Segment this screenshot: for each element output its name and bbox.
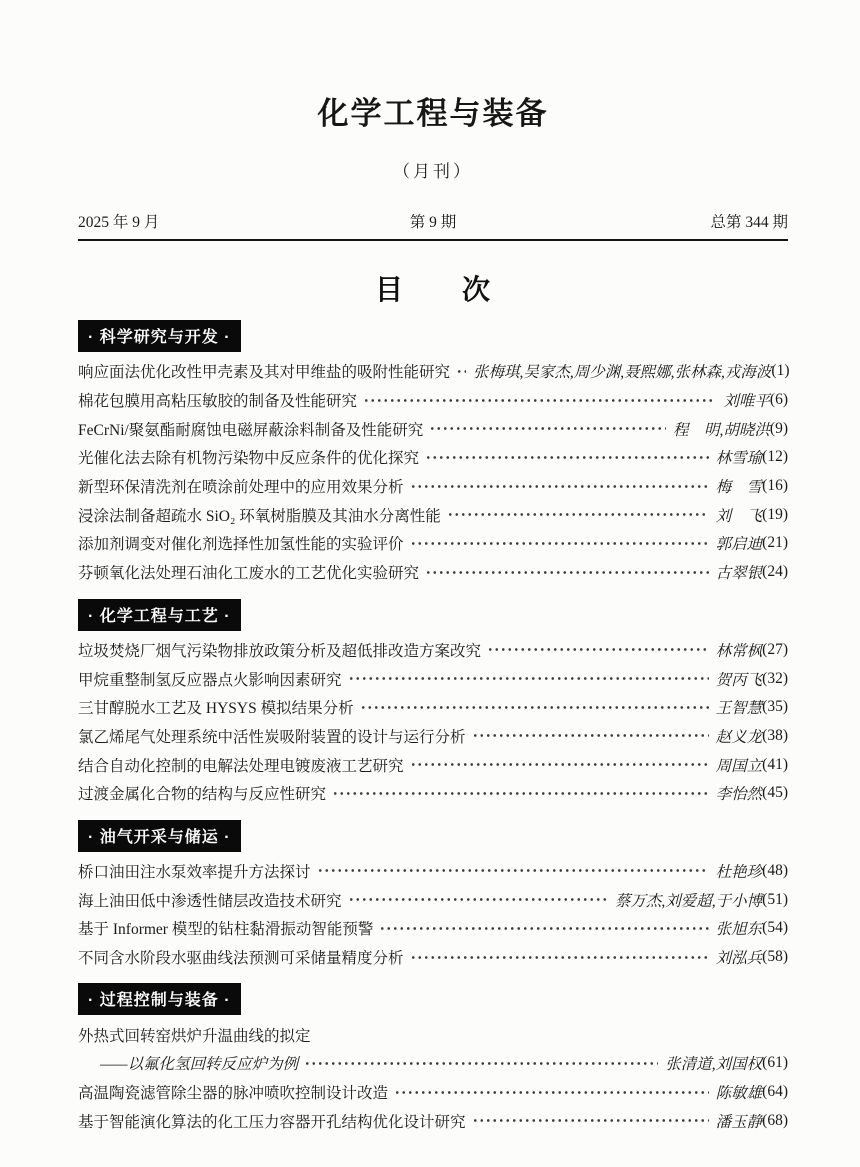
article-page: (58) xyxy=(762,948,788,966)
toc-entry-subtitle xyxy=(78,1049,788,1078)
dotted-leader xyxy=(456,368,466,375)
dotted-leader xyxy=(348,675,709,682)
dotted-leader xyxy=(410,540,709,547)
section-process-control xyxy=(78,983,788,1135)
journal-title: 化学工程与装备 xyxy=(317,96,549,131)
article-authors: 刘唯平 xyxy=(723,393,770,411)
toc-entry xyxy=(78,636,788,665)
article-title: 基于 Informer 模型的钻柱黏滑振动智能预警 xyxy=(78,921,374,939)
section-science-research xyxy=(78,320,788,587)
toc-entry xyxy=(78,357,788,386)
dotted-leader xyxy=(317,867,709,874)
article-page: (21) xyxy=(762,534,788,552)
article-authors: 杜艳珍 xyxy=(715,863,763,881)
article-page: (61) xyxy=(762,1054,788,1072)
article-title: 添加剂调变对催化剂选择性加氢性能的实验评价 xyxy=(78,536,404,554)
dotted-leader xyxy=(394,1089,709,1096)
article-page: (54) xyxy=(762,919,788,937)
article-authors: 李怡然 xyxy=(715,786,763,804)
dotted-leader xyxy=(332,790,709,797)
article-page: (6) xyxy=(769,391,788,409)
toc-entry xyxy=(78,472,788,501)
article-authors: 陈敏雄 xyxy=(715,1085,763,1103)
article-page: (64) xyxy=(762,1083,788,1101)
article-title: 新型环保清洗剂在喷涂前处理中的应用效果分析 xyxy=(78,479,404,497)
article-title: 结合自动化控制的电解法处理电镀废液工艺研究 xyxy=(78,757,404,775)
article-authors: 张梅琪,吴家杰,周少渊,聂熙娜,张林森,戎海波 xyxy=(473,364,772,382)
article-authors: 郭启迪 xyxy=(715,536,763,554)
toc-entry xyxy=(78,857,788,886)
toc-entry xyxy=(78,750,788,779)
article-title: 氯乙烯尾气处理系统中活性炭吸附装置的设计与运行分析 xyxy=(78,728,466,746)
dotted-leader xyxy=(348,896,608,903)
article-title: 浸涂法制备超疏水 SiO₂ 环氧树脂膜及其油水分离性能 xyxy=(78,507,441,525)
issue-number: 第 9 期 xyxy=(409,214,457,231)
article-authors: 潘玉静 xyxy=(715,1113,763,1131)
toc-entry xyxy=(78,943,788,972)
article-authors: 林常枫 xyxy=(715,642,763,660)
article-title: 响应面法优化改性甲壳素及其对甲维盐的吸附性能研究 xyxy=(78,364,451,382)
toc-entry xyxy=(78,693,788,722)
article-title: 海上油田低中渗透性储层改造技术研究 xyxy=(78,892,342,910)
article-title: 外热式回转窑烘炉升温曲线的拟定 xyxy=(78,1027,311,1045)
article-title: 棉花包膜用高粘压敏胶的制备及性能研究 xyxy=(78,393,358,411)
section-article-list xyxy=(78,636,788,808)
section-article-list xyxy=(78,357,788,587)
article-title: FeCrNi/聚氨酯耐腐蚀电磁屏蔽涂料制备及性能研究 xyxy=(78,421,424,439)
dotted-leader xyxy=(410,761,709,768)
section-badge: · 油气开采与储运 · xyxy=(78,820,241,852)
article-authors: 王智慧 xyxy=(715,700,763,718)
article-page: (41) xyxy=(762,755,788,773)
toc-entry xyxy=(78,500,788,529)
section-oil-gas xyxy=(78,820,788,972)
toc-entry xyxy=(78,664,788,693)
article-title: 垃圾焚烧厂烟气污染物排放政策分析及超低排改造方案改究 xyxy=(78,642,482,660)
dotted-leader xyxy=(363,397,716,404)
article-page: (32) xyxy=(762,669,788,687)
dotted-leader xyxy=(304,1060,658,1067)
dotted-leader xyxy=(425,454,709,461)
article-authors: 刘泓兵 xyxy=(715,950,763,968)
article-authors: 程 明,胡晓洪 xyxy=(673,421,770,439)
dotted-leader xyxy=(379,925,708,932)
article-title: 不同含水阶段水驱曲线法预测可采储量精度分析 xyxy=(78,950,404,968)
article-page: (51) xyxy=(762,890,788,908)
toc-entry xyxy=(78,779,788,808)
toc-entry xyxy=(78,414,788,443)
article-page: (1) xyxy=(771,362,790,380)
article-authors: 张清道,刘国权 xyxy=(665,1056,763,1074)
article-title: 三甘醇脱水工艺及 HYSYS 模拟结果分析 xyxy=(78,700,354,718)
article-page: (12) xyxy=(762,448,788,466)
issue-info-row xyxy=(78,210,788,232)
toc-entry xyxy=(78,1106,788,1135)
toc-entry xyxy=(78,386,788,415)
article-title: 基于智能演化算法的化工压力容器开孔结构优化设计研究 xyxy=(78,1113,466,1131)
dotted-leader xyxy=(472,732,709,739)
article-authors: 古翠银 xyxy=(715,565,763,583)
toc-entry xyxy=(78,914,788,943)
toc-entry xyxy=(78,443,788,472)
article-title: 桥口油田注水泵效率提升方法探讨 xyxy=(78,863,311,881)
dotted-leader xyxy=(487,646,709,653)
toc-entry xyxy=(78,558,788,587)
issue-total-number: 总第 344 期 xyxy=(710,214,788,231)
article-title: 过渡金属化合物的结构与反应性研究 xyxy=(78,786,327,804)
section-badge: · 科学研究与开发 · xyxy=(78,320,241,352)
article-title: 甲烷重整制氢反应器点火影响因素研究 xyxy=(78,671,342,689)
article-authors: 张旭东 xyxy=(715,921,763,939)
toc-entry xyxy=(78,722,788,751)
article-page: (38) xyxy=(762,726,788,744)
section-chemical-engineering xyxy=(78,599,788,808)
article-page: (19) xyxy=(762,505,788,523)
article-title: 光催化法去除有机物污染物中反应条件的优化探究 xyxy=(78,450,420,468)
dotted-leader xyxy=(410,483,709,490)
article-page: (27) xyxy=(762,640,788,658)
header-rule xyxy=(78,239,788,241)
article-subtitle: ——以氟化氢回转反应炉为例 xyxy=(100,1056,299,1074)
section-badge: · 化学工程与工艺 · xyxy=(78,599,241,631)
article-authors: 周国立 xyxy=(715,757,763,775)
article-title: 高温陶瓷滤管除尘器的脉冲喷吹控制设计改造 xyxy=(78,1085,389,1103)
article-page: (68) xyxy=(762,1111,788,1129)
article-page: (35) xyxy=(762,698,788,716)
article-authors: 刘 飞 xyxy=(715,507,763,525)
article-page: (24) xyxy=(762,563,788,581)
toc-entry xyxy=(78,1020,788,1049)
dotted-leader xyxy=(429,425,666,432)
dotted-leader xyxy=(447,511,709,518)
article-page: (9) xyxy=(769,419,788,437)
dotted-leader xyxy=(360,704,709,711)
toc-entry xyxy=(78,885,788,914)
article-page: (45) xyxy=(762,784,788,802)
section-badge: · 过程控制与装备 · xyxy=(78,983,241,1015)
issue-date: 2025 年 9 月 xyxy=(78,214,160,231)
toc-title: 目 次 xyxy=(374,274,491,305)
article-authors: 梅 雪 xyxy=(715,479,763,497)
article-page: (48) xyxy=(762,861,788,879)
section-article-list xyxy=(78,1020,788,1135)
toc-entry xyxy=(78,1078,788,1107)
article-authors: 贺丙飞 xyxy=(715,671,763,689)
article-authors: 林雪瑜 xyxy=(715,450,763,468)
article-authors: 蔡万杰,刘爱超,于小博 xyxy=(614,892,763,910)
dotted-leader xyxy=(410,954,709,961)
dotted-leader xyxy=(472,1117,709,1124)
journal-subtitle: （月刊） xyxy=(393,162,473,181)
article-page: (16) xyxy=(762,477,788,495)
article-authors: 赵义龙 xyxy=(715,728,763,746)
section-article-list xyxy=(78,857,788,972)
article-title: 芬顿氧化法处理石油化工废水的工艺优化实验研究 xyxy=(78,565,420,583)
toc-entry xyxy=(78,529,788,558)
dotted-leader xyxy=(425,569,709,576)
